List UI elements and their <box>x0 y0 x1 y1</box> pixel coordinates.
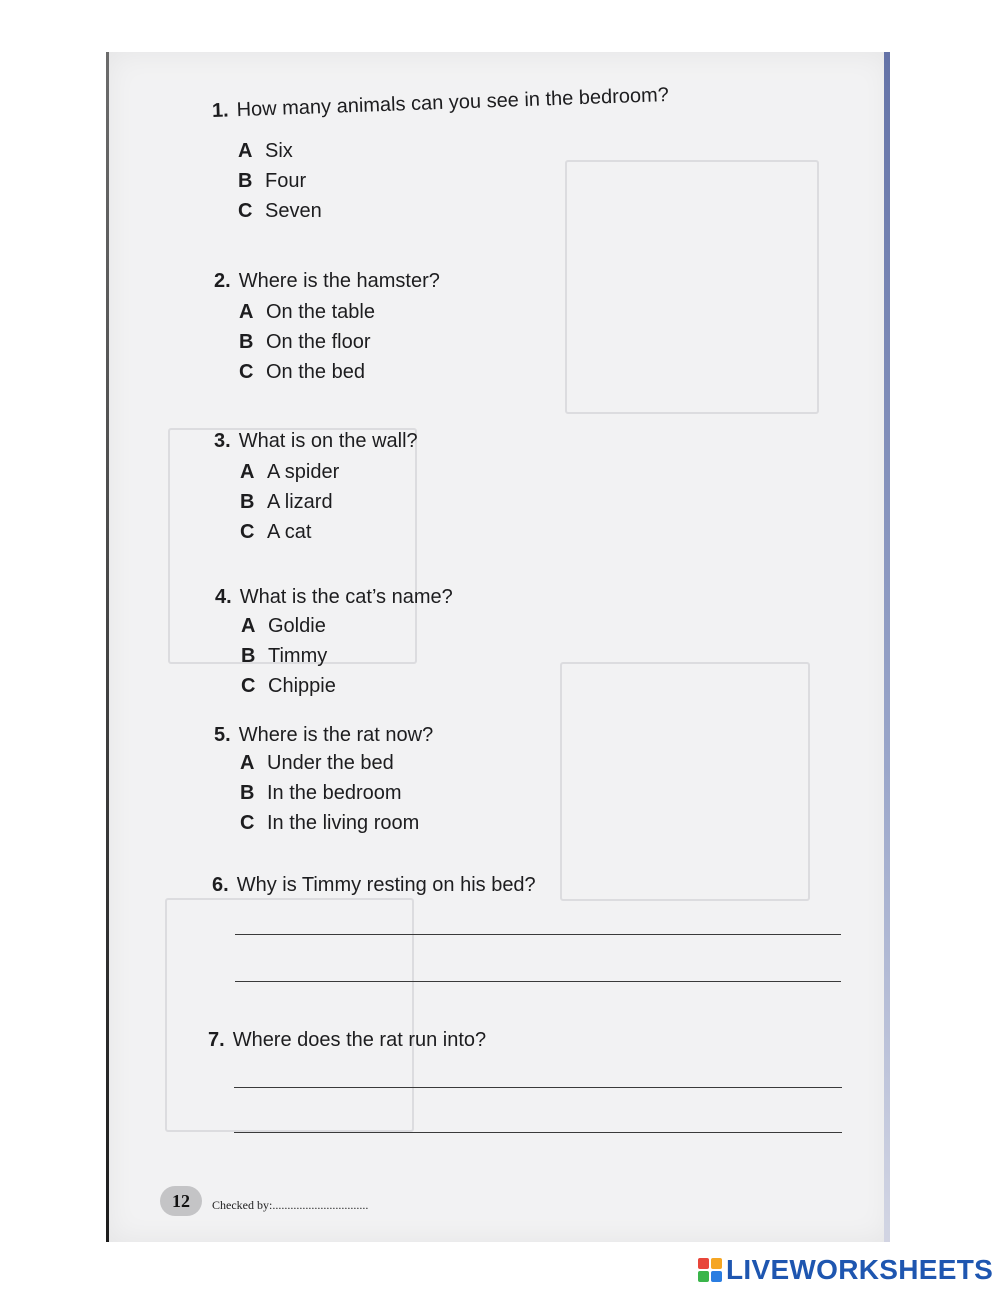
question-6 <box>212 874 536 897</box>
question-6-text: 6. Why is Timmy resting on his bed? <box>212 874 536 896</box>
question-7-text: 7. Where does the rat run into? <box>208 1029 487 1051</box>
question-3 <box>214 430 418 453</box>
logo-square-red <box>698 1258 709 1269</box>
option-c[interactable]: C On the bed <box>239 361 365 383</box>
question-5-text: 5. Where is the rat now? <box>214 724 434 746</box>
question-2-text: 2. Where is the hamster? <box>214 270 440 292</box>
option-a[interactable]: A On the table <box>239 301 375 323</box>
option-c[interactable]: C A cat <box>240 521 312 543</box>
option-b[interactable]: B Timmy <box>241 645 328 667</box>
question-3-text: 3. What is on the wall? <box>214 430 418 452</box>
answer-line-7b[interactable] <box>234 1132 842 1133</box>
option-a[interactable]: A Under the bed <box>240 752 394 774</box>
question-5-options <box>240 748 419 838</box>
logo-square-green <box>698 1271 709 1282</box>
answer-line-6a[interactable] <box>235 934 841 935</box>
liveworksheets-logo <box>698 1255 993 1285</box>
option-b[interactable]: B In the bedroom <box>240 782 402 804</box>
question-7 <box>208 1029 486 1052</box>
option-a[interactable]: A A spider <box>240 461 340 483</box>
question-1-text: 1. How many animals can you see in the bedroom? <box>211 84 670 122</box>
question-2 <box>214 270 440 293</box>
page-edge-left <box>106 52 109 1242</box>
logo-square-orange <box>711 1258 722 1269</box>
page-edge-right <box>884 52 890 1242</box>
option-a[interactable]: A Six <box>238 140 293 162</box>
logo-icon <box>698 1258 722 1282</box>
question-4-options <box>241 611 336 701</box>
page-number-badge: 12 <box>160 1186 202 1216</box>
question-5 <box>214 724 433 747</box>
question-2-options <box>239 297 375 387</box>
answer-line-6b[interactable] <box>235 981 841 982</box>
option-b[interactable]: B A lizard <box>240 491 333 513</box>
question-4 <box>215 586 453 609</box>
question-1-options <box>238 136 322 226</box>
option-b[interactable]: B Four <box>238 170 307 192</box>
answer-line-7a[interactable] <box>234 1087 842 1088</box>
option-c[interactable]: C Seven <box>238 200 322 222</box>
question-number: 1. <box>211 99 230 122</box>
option-b[interactable]: B On the floor <box>239 331 371 353</box>
checked-by-label: Checked by:................................ <box>212 1198 369 1212</box>
option-c[interactable]: C Chippie <box>241 675 336 697</box>
option-a[interactable]: A Goldie <box>241 615 326 637</box>
logo-text: LIVEWORKSHEETS <box>726 1254 994 1285</box>
question-4-text: 4. What is the cat’s name? <box>215 586 453 608</box>
bleed-through-box <box>565 160 819 414</box>
option-c[interactable]: C In the living room <box>240 812 420 834</box>
logo-square-blue <box>711 1271 722 1282</box>
question-3-options <box>240 457 339 547</box>
bleed-through-box <box>560 662 810 901</box>
